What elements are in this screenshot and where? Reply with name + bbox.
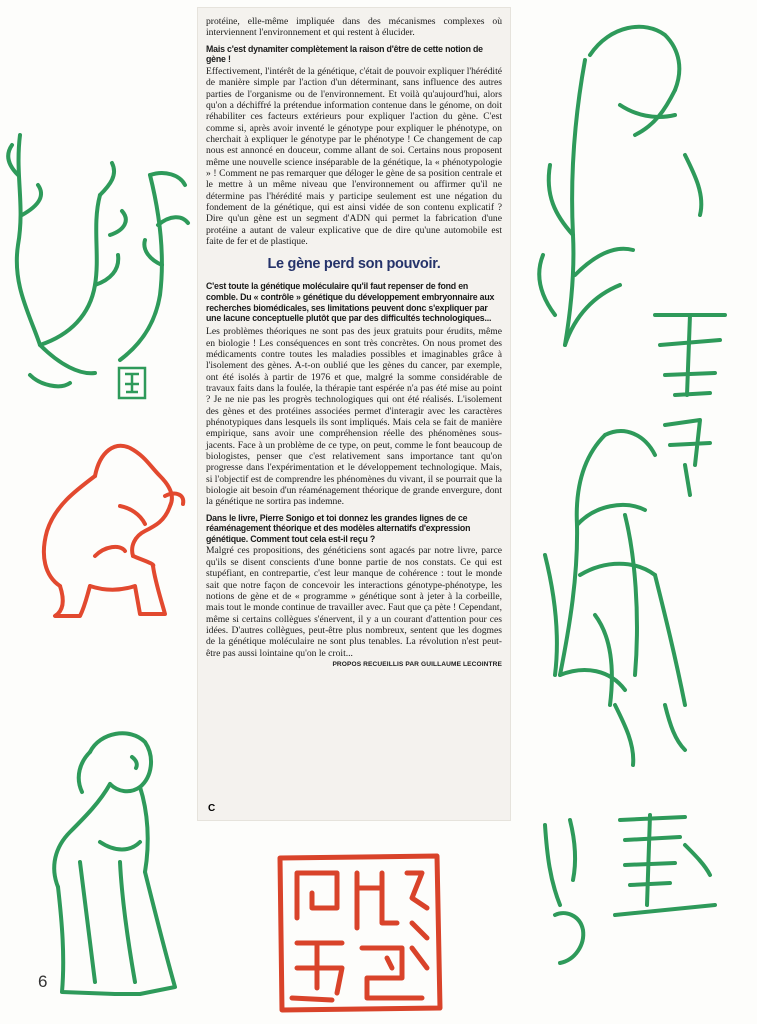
article-opening-text: protéine, elle-même impliquée dans des mécanismes complexes où interviennent l'environnement et qui restent à élucider. — [206, 16, 502, 39]
green-seal-small — [117, 366, 147, 400]
interview-answer-3: Malgré ces propositions, des généticiens sont agacés par notre livre, parce qu'ils se disent conscients d'une bonne partie de nos constats. Ce qui est stupéfiant, en contrepartie, c'est leur manque de cohérence : tout le monde sait que notre façon de concevoir les interactions génotype-phénotype, les notions de gène et de « programme » génétique sont à jeter à la corbeille, mais tout le monde continue de travailler avec. Faut que ça pète ! Cependant, même si certains collègues s'énervent, il y a un courant d'attention pour ces idées. D'autres collègues, peut-être plus nombreux, sentent que les dogmes de la génétique moléculaire ne sont plus tenables. La révolution n'est peut-être pas aussi lointaine qu'on le croit... — [206, 545, 502, 659]
green-plant-drawing-left — [0, 115, 200, 405]
interview-answer-1: Effectivement, l'intérêt de la génétique, c'était de pouvoir expliquer l'hérédité de manière simple par l'action d'un déterminant, sans influence des autres parties de l'organisme ou de l'environnement. Et voilà qu'aujourd'hui, alors qu'on a déchiffré la prétendue information contenue dans le génome, on doit réhabiliter ces facteurs extérieurs pour expliquer l'action du gène. C'est comme si, après avoir inventé le génotype pour expliquer le phénotype, on cherchait à expliquer le génotype par le phénotype ! Ce changement de cap nous est annoncé en douceur, comme allant de soi. Certains nous proposent même une nouvelle science inséparable de la génétique, la « phénotypologie » ! Comment ne pas remarquer que déloger le gène de sa position centrale et le mettre à un même niveau que l'environnement ou affirmer qu'il ne détermine pas l'hérédité mais y participe seulement est une négation du fondement de la génétique, qui est ainsi vidée de son contenu explicatif ? Dire qu'un gène est un segment d'ADN qui permet la fabrication d'une protéine a autant de valeur explicative que de dire qu'une automobile est faite de fer et de plastique. — [206, 65, 502, 248]
red-animal-drawing — [35, 436, 190, 621]
interview-lead-question: C'est toute la génétique moléculaire qu'il faut repenser de fond en comble. Du « contrôle » génétique du développement embryonnaire aux recherches biomédicales, ses limitations peuvent donc s'expliquer par une lacune conceptuelle plutôt que par des difficultés technologiques... — [206, 281, 495, 324]
green-calligraphy-bottom-right — [535, 795, 735, 995]
end-mark-logo: C — [208, 803, 216, 814]
page-number: 6 — [38, 972, 48, 991]
interview-question-1: Mais c'est dynamiter complètement la raison d'être de cette notion de gène ! — [206, 43, 483, 65]
interview-question-2: Dans le livre, Pierre Sonigo et toi donnez les grandes lignes de ce réaménagement théorique et des modèles alternatifs d'expression génétique. Comment tout cela est-il reçu ? — [206, 512, 471, 544]
article-credit: PROPOS RECUEILLIS PAR GUILLAUME LECOINTRE — [332, 660, 502, 668]
interview-answer-2: Les problèmes théoriques ne sont pas des jeux gratuits pour érudits, même en biologie ! Les conséquences en sont très concrètes. On nous promet des médicaments contre toutes les maladies possibles et imaginables grâce à l'isolement des gènes. A-t-on oublié que les gènes du cancer, par exemple, ont été isolés à partir de 1976 et que, malgré la somme considérable de travaux faits dans la foulée, la thérapie tant espérée n'a pas été mise au point ? Je ne nie pas les progrès technologiques qui ont été réalisés. L'isolement des gènes et des protéines associées permet d'interagir avec les caractères phénotypiques dans lesquels ils sont impliqués. Mais cela se fait de manière empirique, sans avoir une compréhension réelle des phénomènes sous-jacents. Face à un problème de ce type, on peut, comme le font beaucoup de biologistes, penser que c'est relativement sans importance tant qu'on progresse dans l'expérimentation et le développement technologique. Mais, si l'objectif est de comprendre les phénomènes du vivant, il se pourrait que la biologie ait besoin d'un réaménagement théorique de grande envergure, dont la génétique ne sortira pas indemne. — [206, 326, 502, 508]
red-seal-stamp — [272, 848, 447, 1018]
green-figure-drawing — [40, 722, 200, 1012]
article-clipping — [198, 8, 510, 820]
section-heading: Le gène perd son pouvoir. — [267, 256, 441, 273]
green-plants-calligraphy-right — [515, 15, 750, 775]
